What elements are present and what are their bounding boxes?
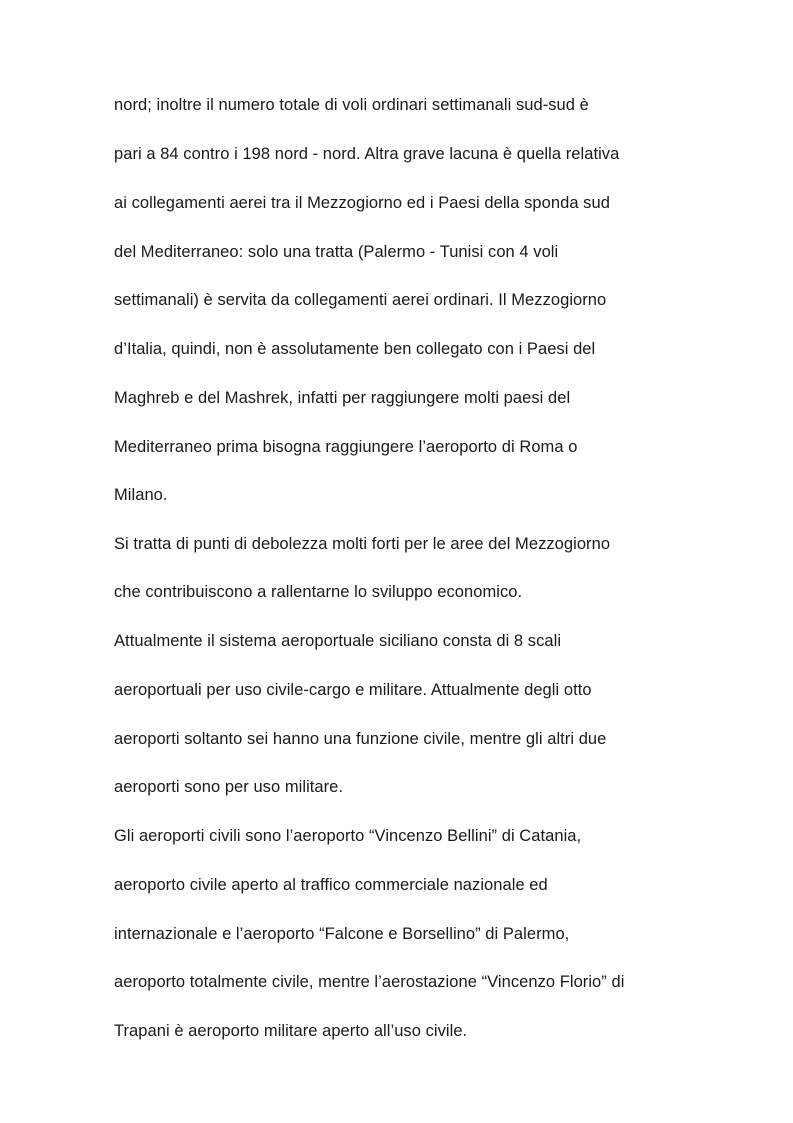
text-line: aeroportuali per uso civile-cargo e militare. Attualmente degli otto bbox=[114, 681, 592, 699]
text-line: aeroporti sono per uso militare. bbox=[114, 778, 344, 796]
text-line: del Mediterraneo: solo una tratta (Palermo - Tunisi con 4 voli bbox=[114, 243, 559, 261]
text-line: Gli aeroporti civili sono l’aeroporto “Vincenzo Bellini” di Catania, bbox=[114, 827, 582, 845]
text-line: pari a 84 contro i 198 nord - nord. Altra grave lacuna è quella relativa bbox=[114, 145, 620, 163]
text-line: settimanali) è servita da collegamenti aerei ordinari. Il Mezzogiorno bbox=[114, 291, 607, 309]
text-line: Trapani è aeroporto militare aperto all’uso civile. bbox=[114, 1022, 468, 1040]
text-line: Si tratta di punti di debolezza molti forti per le aree del Mezzogiorno bbox=[114, 535, 611, 553]
text-line: Maghreb e del Mashrek, infatti per raggiungere molti paesi del bbox=[114, 389, 571, 407]
text-line: Mediterraneo prima bisogna raggiungere l’aeroporto di Roma o bbox=[114, 438, 578, 456]
text-line: internazionale e l’aeroporto “Falcone e Borsellino” di Palermo, bbox=[114, 925, 570, 943]
text-line: ai collegamenti aerei tra il Mezzogiorno ed i Paesi della sponda sud bbox=[114, 194, 610, 212]
text-line: Attualmente il sistema aeroportuale siciliano consta di 8 scali bbox=[114, 632, 562, 650]
text-line: aeroporto totalmente civile, mentre l’aerostazione “Vincenzo Florio” di bbox=[114, 973, 625, 991]
text-line: aeroporti soltanto sei hanno una funzione civile, mentre gli altri due bbox=[114, 730, 607, 748]
text-line: nord; inoltre il numero totale di voli ordinari settimanali sud-sud è bbox=[114, 96, 589, 114]
text-line: Milano. bbox=[114, 486, 168, 504]
text-line: che contribuiscono a rallentarne lo sviluppo economico. bbox=[114, 583, 523, 601]
text-line: d’Italia, quindi, non è assolutamente ben collegato con i Paesi del bbox=[114, 340, 596, 358]
text-line: aeroporto civile aperto al traffico commerciale nazionale ed bbox=[114, 876, 548, 894]
